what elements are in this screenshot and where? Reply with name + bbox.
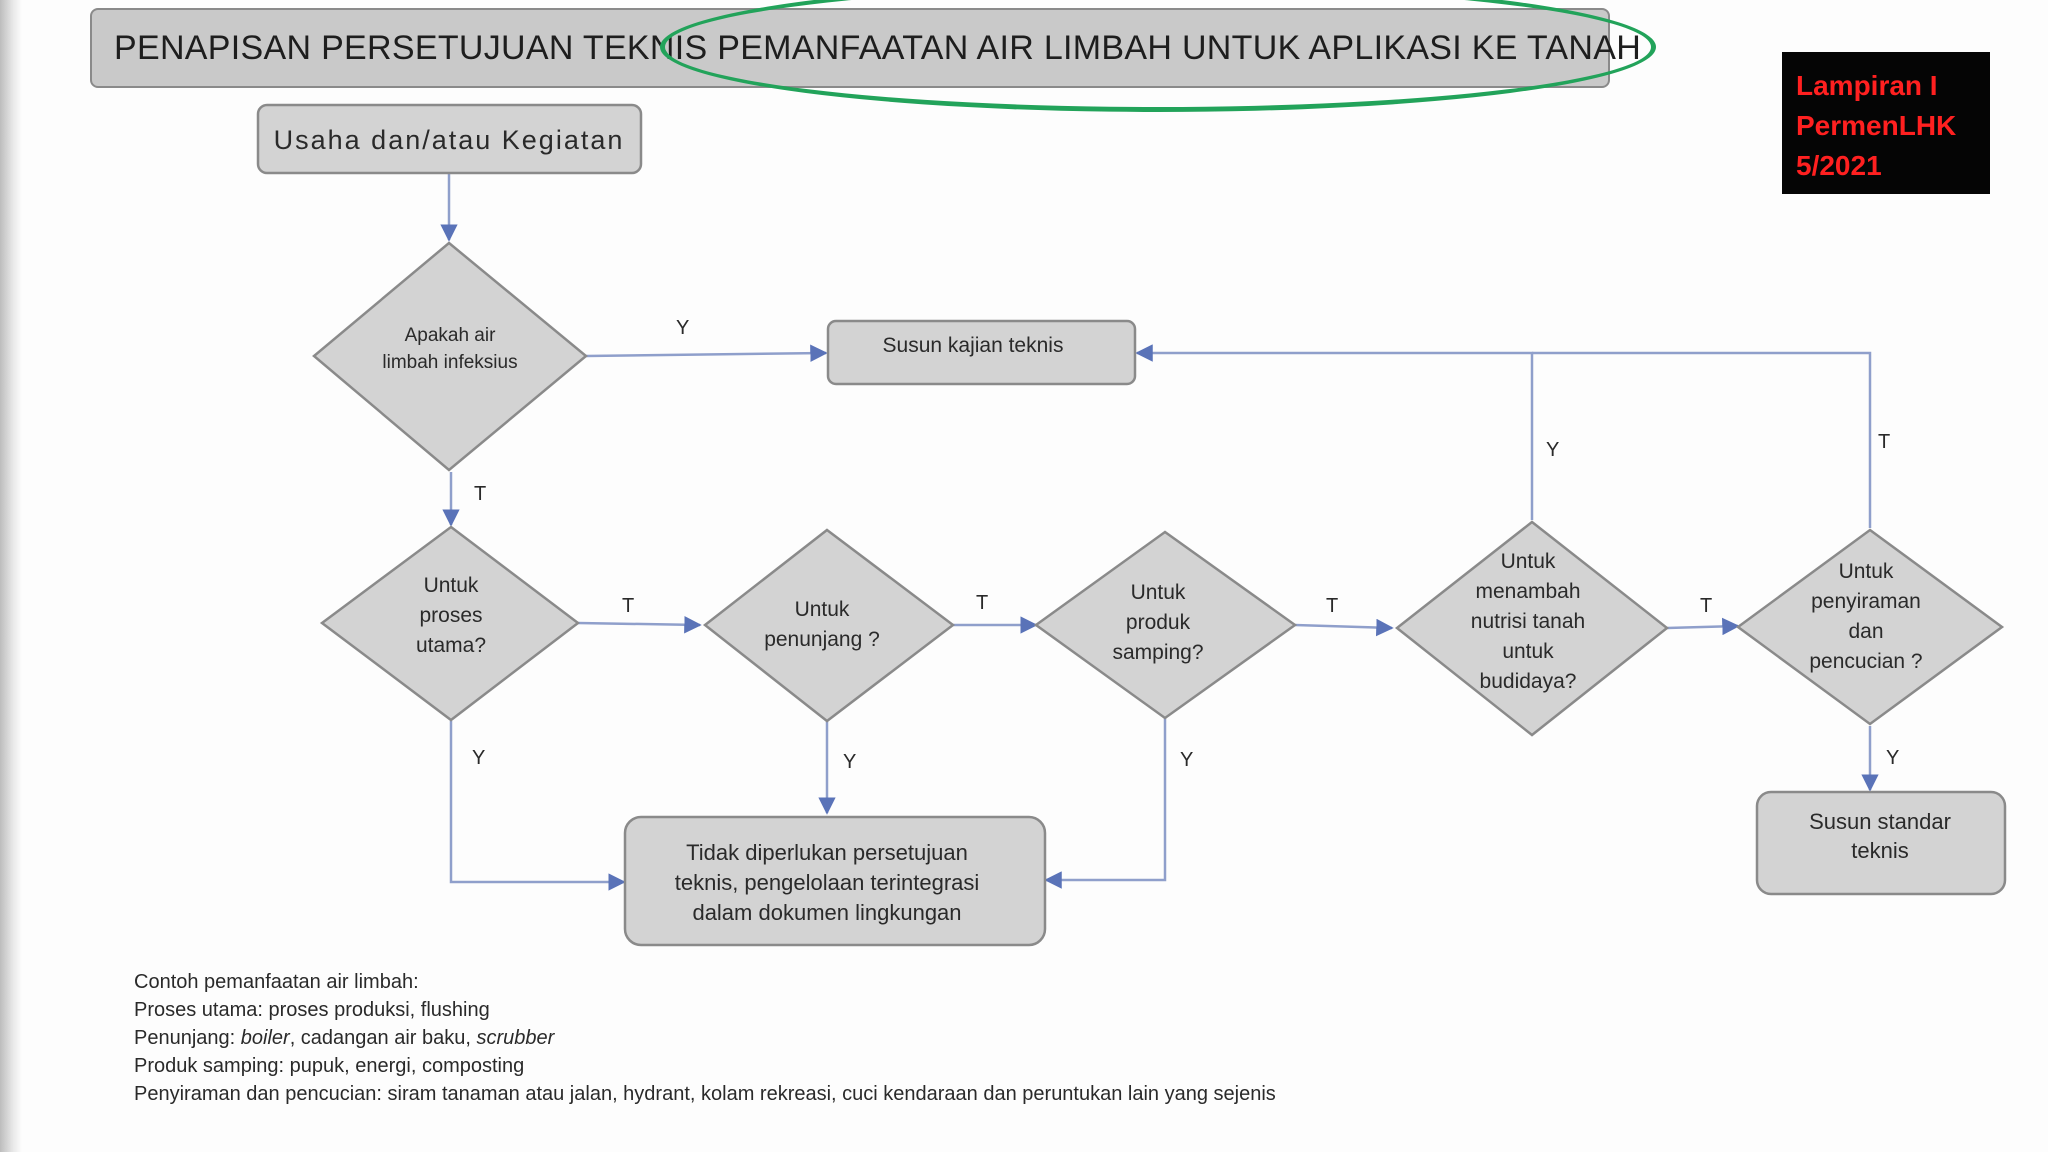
label-nutrisi-yes: Y (1546, 439, 1560, 461)
notes-penunjang-scrubber: scrubber (476, 1027, 555, 1049)
standard-node (1757, 792, 2005, 894)
notes-penunjang-label: Penunjang: (134, 1027, 241, 1049)
usage-notes (134, 968, 1276, 1108)
decision-penyiraman (1738, 530, 2002, 724)
decision-produk-line-1: Untuk (1130, 581, 1186, 604)
label-penyiraman-yes: Y (1886, 747, 1900, 769)
decision-penyiraman-line-1: Untuk (1838, 560, 1894, 583)
decision-nutrisi-line-4: untuk (1502, 640, 1554, 663)
decision-nutrisi-tanah (1397, 522, 1667, 735)
decision-infeksius (314, 243, 586, 470)
label-proses-yes: Y (472, 747, 486, 769)
decision-penunjang-line-1: Untuk (794, 598, 850, 621)
label-penunjang-yes: Y (843, 751, 857, 773)
label-nutrisi-no: T (1700, 595, 1713, 617)
decision-penunjang (705, 530, 953, 721)
decision-penunjang-line-2: penunjang ? (764, 628, 880, 651)
no-approval-node (625, 817, 1045, 945)
decision-penyiraman-line-2: penyiraman (1811, 590, 1921, 613)
standard-line-1: Susun standar (1809, 809, 1951, 834)
start-label: Usaha dan/atau Kegiatan (273, 125, 625, 155)
notes-penunjang-mid: , cadangan air baku, (289, 1027, 477, 1049)
label-produk-yes: Y (1180, 749, 1194, 771)
decision-produk-samping (1036, 532, 1295, 718)
line-penyiraman-no (1532, 353, 1870, 528)
label-infeksius-no: T (474, 483, 487, 505)
badge-line-3: 5/2021 (1796, 150, 1882, 181)
arrow-produk-no (1295, 625, 1392, 628)
arrow-produk-yes (1046, 718, 1165, 880)
decision-infeksius-line-1: Apakah air (404, 325, 496, 346)
notes-heading: Contoh pemanfaatan air limbah: (134, 971, 419, 993)
arrow-proses-yes (451, 721, 624, 882)
arrow-proses-no (578, 623, 700, 625)
notes-proses-utama: Proses utama: proses produksi, flushing (134, 999, 490, 1021)
notes-penunjang (134, 1024, 1276, 1052)
kajian-node (828, 321, 1135, 384)
arrow-nutrisi-yes (1137, 353, 1532, 520)
label-proses-no: T (622, 595, 635, 617)
decision-nutrisi-line-2: menambah (1475, 580, 1581, 603)
standard-line-2: teknis (1851, 838, 1909, 863)
no-approval-line-3: dalam dokumen lingkungan (692, 900, 962, 925)
start-node (258, 105, 641, 173)
decision-proses-line-3: utama? (415, 634, 487, 657)
notes-penunjang-boiler: boiler (240, 1027, 290, 1049)
notes-produk-samping: Produk samping: pupuk, energi, composting (134, 1055, 525, 1077)
label-infeksius-yes: Y (676, 317, 690, 339)
notes-penyiraman: Penyiraman dan pencucian: siram tanaman atau jalan, hydrant, kolam rekreasi, cuci kendaraan dan peruntukan lain yang sejenis (134, 1083, 1276, 1105)
decision-proses-line-1: Untuk (423, 574, 479, 597)
decision-proses-line-2: proses (419, 604, 483, 627)
arrow-nutrisi-no (1667, 626, 1738, 628)
no-approval-line-1: Tidak diperlukan persetujuan (686, 840, 968, 865)
decision-infeksius-line-2: limbah infeksius (382, 352, 518, 373)
decision-nutrisi-line-1: Untuk (1500, 550, 1556, 573)
decision-produk-line-3: samping? (1112, 641, 1204, 664)
decision-produk-line-2: produk (1125, 611, 1191, 634)
label-penunjang-no: T (976, 592, 989, 614)
label-penyiraman-no: T (1878, 431, 1891, 453)
decision-penyiraman-line-4: pencucian ? (1809, 650, 1923, 673)
decision-proses-utama (322, 527, 578, 720)
badge-line-1: Lampiran I (1796, 70, 1938, 101)
kajian-label: Susun kajian teknis (882, 334, 1064, 357)
connectors (449, 174, 1870, 882)
decision-nutrisi-line-5: budidaya? (1479, 670, 1577, 693)
decision-nutrisi-line-3: nutrisi tanah (1470, 610, 1586, 633)
arrow-infeksius-yes (586, 353, 826, 356)
badge-line-2: PermenLHK (1796, 110, 1957, 141)
label-produk-no: T (1326, 595, 1339, 617)
decision-penyiraman-line-3: dan (1848, 620, 1884, 643)
slide-title: PENAPISAN PERSETUJUAN TEKNIS PEMANFAATAN AIR LIMBAH UNTUK APLIKASI KE TANAH (114, 28, 1642, 67)
no-approval-line-2: teknis, pengelolaan terintegrasi (674, 870, 980, 895)
